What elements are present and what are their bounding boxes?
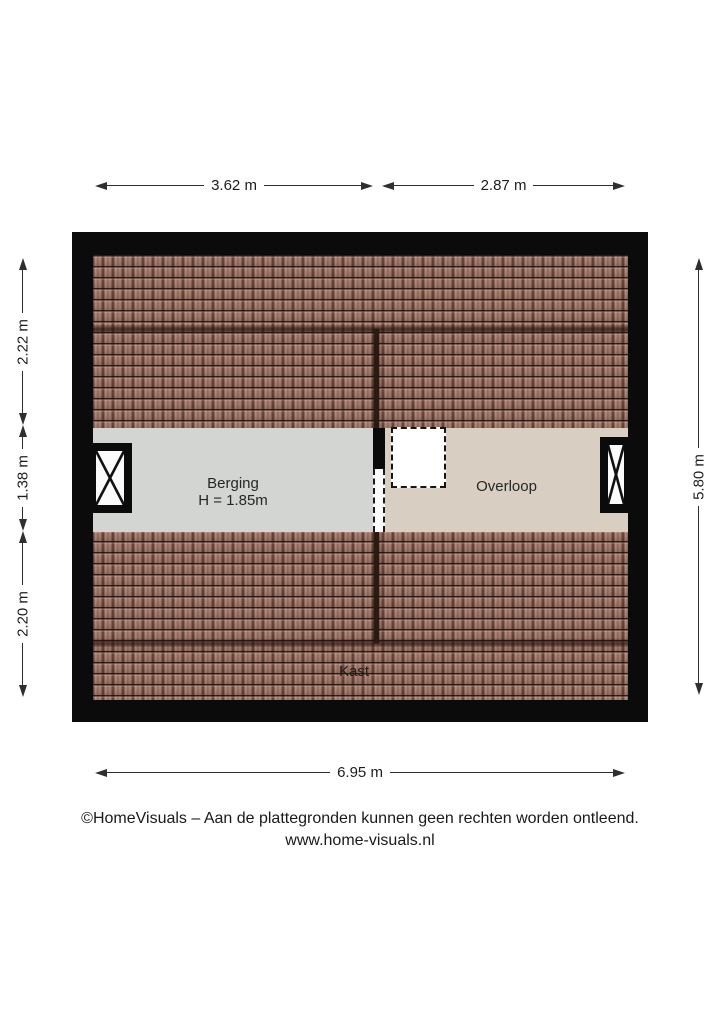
window-cross-icon	[608, 445, 624, 504]
window-right-icon	[600, 437, 629, 513]
dimension-left-bottom	[15, 531, 30, 697]
dim-arrow-down-icon	[19, 685, 27, 697]
dim-line	[22, 543, 23, 585]
dim-line	[698, 506, 699, 684]
dim-label: 2.20 m	[14, 591, 31, 637]
dim-arrow-left-icon	[95, 769, 107, 777]
dim-line	[22, 437, 23, 449]
dim-arrow-right-icon	[613, 769, 625, 777]
dim-line	[390, 772, 613, 773]
dim-label: 6.95 m	[337, 764, 383, 781]
dim-arrow-right-icon	[361, 182, 373, 190]
dim-arrow-up-icon	[19, 258, 27, 270]
dimension-left-top	[15, 258, 30, 425]
building-outline	[72, 232, 648, 722]
dimension-bottom	[95, 765, 625, 780]
dim-line	[22, 371, 23, 414]
dimension-top-left	[95, 178, 373, 193]
dim-line	[394, 185, 474, 186]
dim-arrow-up-icon	[19, 425, 27, 437]
room-berging-label: Berging	[207, 475, 259, 492]
dim-line	[264, 185, 361, 186]
dim-arrow-down-icon	[695, 683, 703, 695]
dim-arrow-left-icon	[382, 182, 394, 190]
room-overloop-label: Overloop	[476, 478, 537, 495]
dim-line	[107, 772, 330, 773]
dim-arrow-down-icon	[19, 519, 27, 531]
dividing-wall-lower	[374, 532, 379, 643]
stair-opening-dashed	[391, 427, 446, 488]
dim-label: 2.22 m	[14, 318, 31, 365]
dim-line	[22, 643, 23, 685]
dim-label: 1.38 m	[14, 455, 31, 501]
dim-line	[22, 270, 23, 313]
dim-line	[533, 185, 613, 186]
dim-label: 2.87 m	[480, 177, 527, 194]
dimension-left-middle	[15, 425, 30, 531]
dividing-wall-upper	[374, 329, 379, 428]
window-pane	[96, 451, 124, 505]
dim-label: 3.62 m	[211, 177, 257, 194]
dim-line	[22, 507, 23, 519]
footer	[0, 808, 720, 852]
dimension-right	[691, 258, 706, 695]
dim-arrow-left-icon	[95, 182, 107, 190]
room-berging-height-label: H = 1.85m	[198, 492, 268, 509]
dim-arrow-up-icon	[19, 531, 27, 543]
door-opening	[373, 469, 385, 532]
dim-label: 5.80 m	[690, 453, 707, 500]
dim-line	[107, 185, 204, 186]
window-left-icon	[88, 443, 132, 513]
room-kast-label: Kast	[338, 663, 369, 680]
dim-arrow-up-icon	[695, 258, 703, 270]
interior-wall-segment	[373, 428, 385, 469]
roof-ridge-line-bottom	[93, 639, 628, 647]
window-pane	[608, 445, 624, 504]
room-berging	[93, 428, 373, 532]
dim-arrow-right-icon	[613, 182, 625, 190]
roof-ridge-line-top	[93, 325, 628, 333]
dim-arrow-down-icon	[19, 413, 27, 425]
window-cross-icon	[96, 451, 124, 505]
website-text: www.home-visuals.nl	[285, 832, 435, 849]
copyright-text: ©HomeVisuals – Aan de plattegronden kunnen geen rechten worden ontleend.	[81, 810, 639, 827]
dimension-top-right	[382, 178, 625, 193]
dim-line	[698, 270, 699, 448]
